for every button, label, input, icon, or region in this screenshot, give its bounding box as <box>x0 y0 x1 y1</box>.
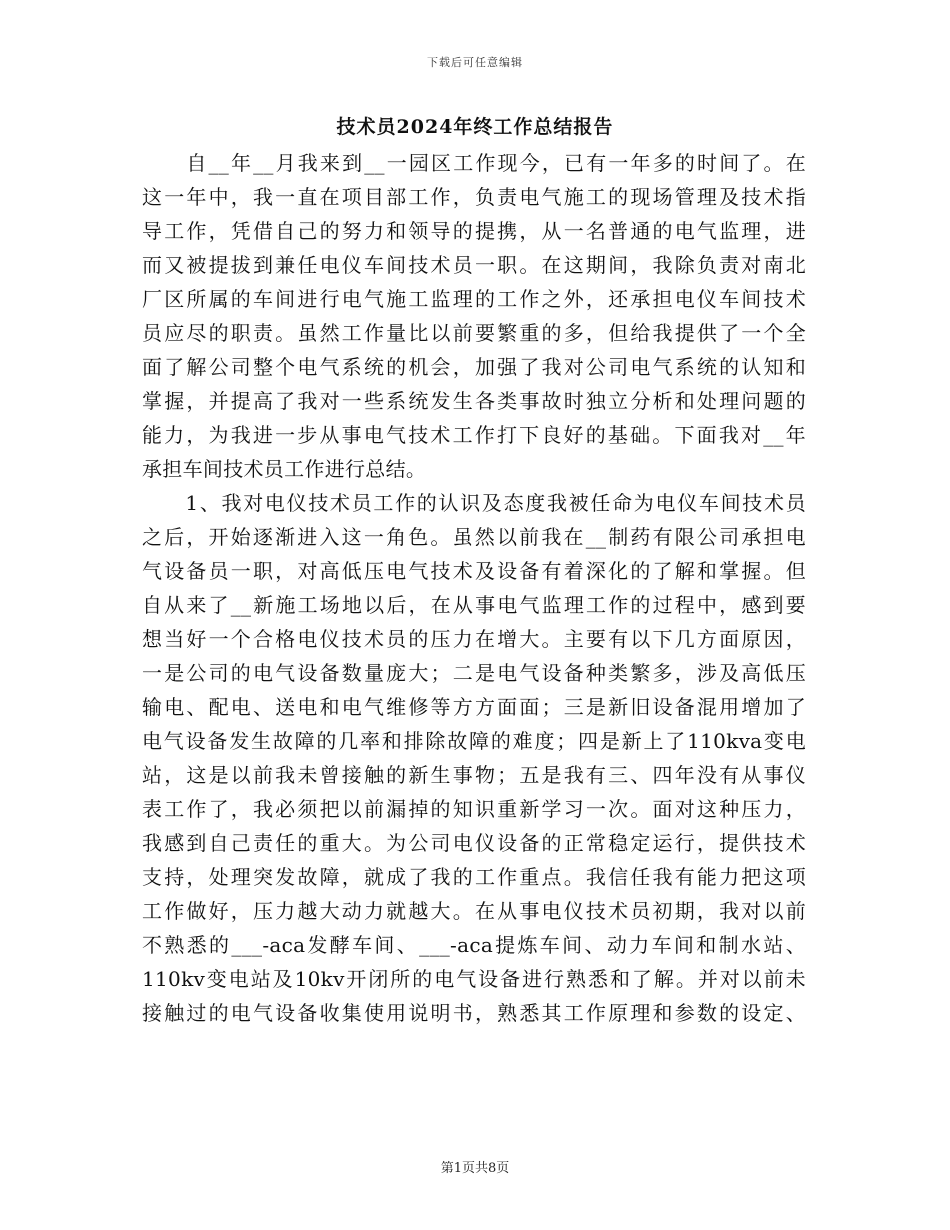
text-line: 能力，为我进一步从事电气技术工作打下良好的基础。下面我对__年 <box>142 423 806 447</box>
text-line: 我感到自己责任的重大。为公司电仪设备的正常稳定运行，提供技术 <box>142 831 806 855</box>
document-body <box>142 146 806 1030</box>
text-line: 承担车间技术员工作进行总结。 <box>142 457 427 481</box>
text-line: 表工作了，我必须把以前漏掉的知识重新学习一次。面对这种压力， <box>142 797 806 821</box>
text-line: 不熟悉的___-aca发酵车间、___-aca提炼车间、动力车间和制水站、 <box>142 933 806 957</box>
text-line: 站，这是以前我未曾接触的新生事物；五是我有三、四年没有从事仪 <box>142 763 806 787</box>
text-line: 厂区所属的车间进行电气施工监理的工作之外，还承担电仪车间技术 <box>142 287 806 311</box>
text-line: 气设备员一职，对高低压电气技术及设备有着深化的了解和掌握。但 <box>142 559 806 583</box>
text-line: 面了解公司整个电气系统的机会，加强了我对公司电气系统的认知和 <box>142 355 806 379</box>
text-line: 掌握，并提高了我对一些系统发生各类事故时独立分析和处理问题的 <box>142 389 806 413</box>
text-line: 员应尽的职责。虽然工作量比以前要繁重的多，但给我提供了一个全 <box>142 321 806 345</box>
text-line: 一是公司的电气设备数量庞大；二是电气设备种类繁多，涉及高低压 <box>142 661 806 685</box>
header-note: 下载后可任意编辑 <box>427 56 523 69</box>
text-line: 输电、配电、送电和电气维修等方方面面；三是新旧设备混用增加了 <box>142 695 806 719</box>
text-line: 自__年__月我来到__一园区工作现今，已有一年多的时间了。在 <box>142 151 806 175</box>
text-line: 想当好一个合格电仪技术员的压力在增大。主要有以下几方面原因， <box>142 627 806 651</box>
text-line: 导工作，凭借自己的努力和领导的提携，从一名普通的电气监理，进 <box>142 219 806 243</box>
text-line: 而又被提拔到兼任电仪车间技术员一职。在这期间，我除负责对南北 <box>142 253 806 277</box>
text-line: 接触过的电气设备收集使用说明书，熟悉其工作原理和参数的设定、 <box>142 1001 806 1025</box>
text-line: 电气设备发生故障的几率和排除故障的难度；四是新上了110kva变电 <box>142 729 806 753</box>
text-line: 支持，处理突发故障，就成了我的工作重点。我信任我有能力把这项 <box>142 865 806 889</box>
text-line: 工作做好，压力越大动力就越大。在从事电仪技术员初期，我对以前 <box>142 899 806 923</box>
document-title: 技术员2024年终工作总结报告 <box>336 116 614 138</box>
text-line: 1、我对电仪技术员工作的认识及态度我被任命为电仪车间技术员 <box>142 491 806 515</box>
text-line: 这一年中，我一直在项目部工作，负责电气施工的现场管理及技术指 <box>142 185 806 209</box>
text-line: 110kv变电站及10kv开闭所的电气设备进行熟悉和了解。并对以前未 <box>142 967 806 991</box>
page-footer: 第1页共8页 <box>440 1161 510 1176</box>
text-line: 之后，开始逐渐进入这一角色。虽然以前我在__制药有限公司承担电 <box>142 525 806 549</box>
text-line: 自从来了__新施工场地以后，在从事电气监理工作的过程中，感到要 <box>142 593 806 617</box>
